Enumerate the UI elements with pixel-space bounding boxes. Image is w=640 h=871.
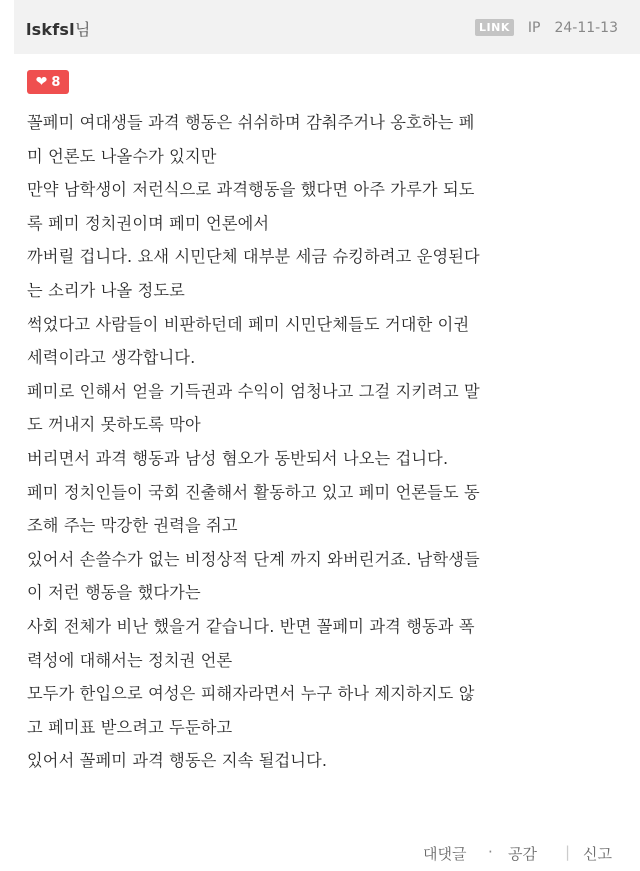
comment-author[interactable] <box>26 17 90 40</box>
comment-body-line: 세력이라고 생각합니다. <box>27 348 196 368</box>
comment-body-line: 조해 주는 막강한 권력을 쥐고 <box>27 516 238 536</box>
comment-body-line: 록 페미 정치권이며 페미 언론에서 <box>27 213 270 233</box>
comment-body-line: 버리면서 과격 행동과 남성 혐오가 동반되서 나오는 겁니다. <box>27 448 449 468</box>
like-count: 8 <box>51 74 61 90</box>
comment-actions <box>0 843 640 865</box>
comment-body-line: 모두가 한입으로 여성은 피해자라면서 누구 하나 제지하지도 않 <box>27 684 475 704</box>
reply-button[interactable]: 대댓글 <box>423 845 467 863</box>
link-button[interactable]: LINK <box>475 19 514 36</box>
comment-body <box>27 106 627 778</box>
comment-body-line: 페미로 인해서 얻을 기득권과 수익이 엄청나고 그걸 지키려고 말 <box>27 381 480 401</box>
comment-body-line: 사회 전체가 비난 했을거 같습니다. 반면 꼴페미 과격 행동과 폭 <box>27 616 475 636</box>
like-count-badge <box>27 70 69 94</box>
action-divider: | <box>565 843 571 861</box>
comment-body-line: 미 언론도 나올수가 있지만 <box>27 146 217 166</box>
comment-body-line: 력성에 대해서는 정치권 언론 <box>27 650 233 670</box>
comment-body-line: 이 저런 행동을 했다가는 <box>27 583 201 603</box>
comment-body-line: 있어서 손쓸수가 없는 비정상적 단계 까지 와버린거죠. 남학생들 <box>27 549 480 569</box>
ip-label: IP <box>527 19 541 36</box>
heart-icon: ❤ <box>35 74 48 90</box>
comment-body-line: 고 페미표 받으려고 두둔하고 <box>27 717 233 737</box>
comment-body-line: 는 소리가 나올 정도로 <box>27 280 185 300</box>
comment-body-line: 있어서 꼴페미 과격 행동은 지속 될겁니다. <box>27 751 328 771</box>
empathy-button[interactable]: 공감 <box>508 845 537 863</box>
report-button[interactable]: 신고 <box>583 845 612 863</box>
author-name: lskfsl <box>26 20 75 39</box>
comment-meta <box>475 19 618 36</box>
comment-body-line: 페미 정치인들이 국회 진출해서 활동하고 있고 페미 언론들도 동 <box>27 482 480 502</box>
comment-date: 24-11-13 <box>554 19 618 36</box>
comment-body-line: 썩었다고 사람들이 비판하던데 페미 시민단체들도 거대한 이권 <box>27 314 470 334</box>
comment-header <box>14 0 640 54</box>
comment-body-line: 꼴페미 여대생들 과격 행동은 쉬쉬하며 감춰주거나 옹호하는 페 <box>27 113 475 132</box>
author-honorific: 님 <box>74 20 91 39</box>
comment-body-line: 만약 남학생이 저런식으로 과격행동을 했다면 아주 가루가 되도 <box>27 180 475 200</box>
comment-body-line: 까버릴 겁니다. 요새 시민단체 대부분 세금 슈킹하려고 운영된다 <box>27 247 480 267</box>
comment-body-line: 도 꺼내지 못하도록 막아 <box>27 415 201 435</box>
action-dot-separator: · <box>488 843 493 861</box>
